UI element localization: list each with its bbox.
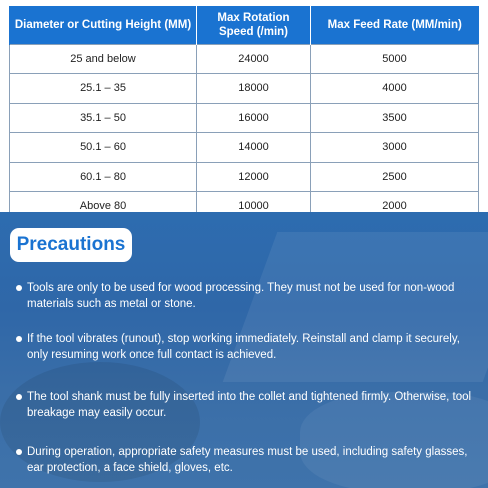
table-row [10,103,479,133]
precautions-title-badge [10,228,132,262]
precautions-section [0,212,488,488]
spec-table-section [0,0,488,212]
list-item-text: Tools are only to be used for wood processing. They must not be used for non-wood materials such as metal or stone. [27,282,455,310]
cell-feed-rate: 3000 [311,133,479,163]
table-row [10,162,479,192]
header-feed-rate: Max Feed Rate (MM/min) [311,6,479,44]
list-item-text: If the tool vibrates (runout), stop working immediately. Reinstall and clamp it securely, only resuming work once full contact is achieved. [27,333,460,361]
cell-rotation-speed: 16000 [197,103,311,133]
cell-diameter: 25 and below [10,44,197,74]
list-item [16,444,482,476]
list-item-text: The tool shank must be fully inserted into the collet and tightened firmly. Otherwise, tool breakage may easily occur. [27,391,472,419]
precautions-title: Precautions [16,234,126,255]
cell-rotation-speed: 24000 [197,44,311,74]
header-diameter: Diameter or Cutting Height (MM) [10,6,197,44]
cell-feed-rate: 3500 [311,103,479,133]
bullet-dot-icon [16,449,22,455]
list-item [16,389,482,421]
table-header-row [10,6,479,44]
cell-diameter: 50.1 – 60 [10,133,197,163]
cell-diameter: Above 80 [10,192,197,222]
cell-rotation-speed: 10000 [197,192,311,222]
cell-rotation-speed: 18000 [197,74,311,104]
bullet-dot-icon [16,285,22,291]
list-item-text: During operation, appropriate safety measures must be used, including safety glasses, ear protection, a face shield, gloves, etc. [27,446,468,474]
spec-table [9,6,479,222]
table-row [10,44,479,74]
list-item [16,331,482,363]
cell-feed-rate: 2500 [311,162,479,192]
cell-rotation-speed: 14000 [197,133,311,163]
list-item [16,280,482,312]
table-row [10,74,479,104]
header-rotation-speed: Max Rotation Speed (/min) [197,6,311,44]
cell-diameter: 35.1 – 50 [10,103,197,133]
cell-feed-rate: 5000 [311,44,479,74]
bullet-dot-icon [16,394,22,400]
cell-diameter: 25.1 – 35 [10,74,197,104]
cell-feed-rate: 4000 [311,74,479,104]
table-row [10,133,479,163]
cell-diameter: 60.1 – 80 [10,162,197,192]
bullet-dot-icon [16,336,22,342]
cell-rotation-speed: 12000 [197,162,311,192]
cell-feed-rate: 2000 [311,192,479,222]
